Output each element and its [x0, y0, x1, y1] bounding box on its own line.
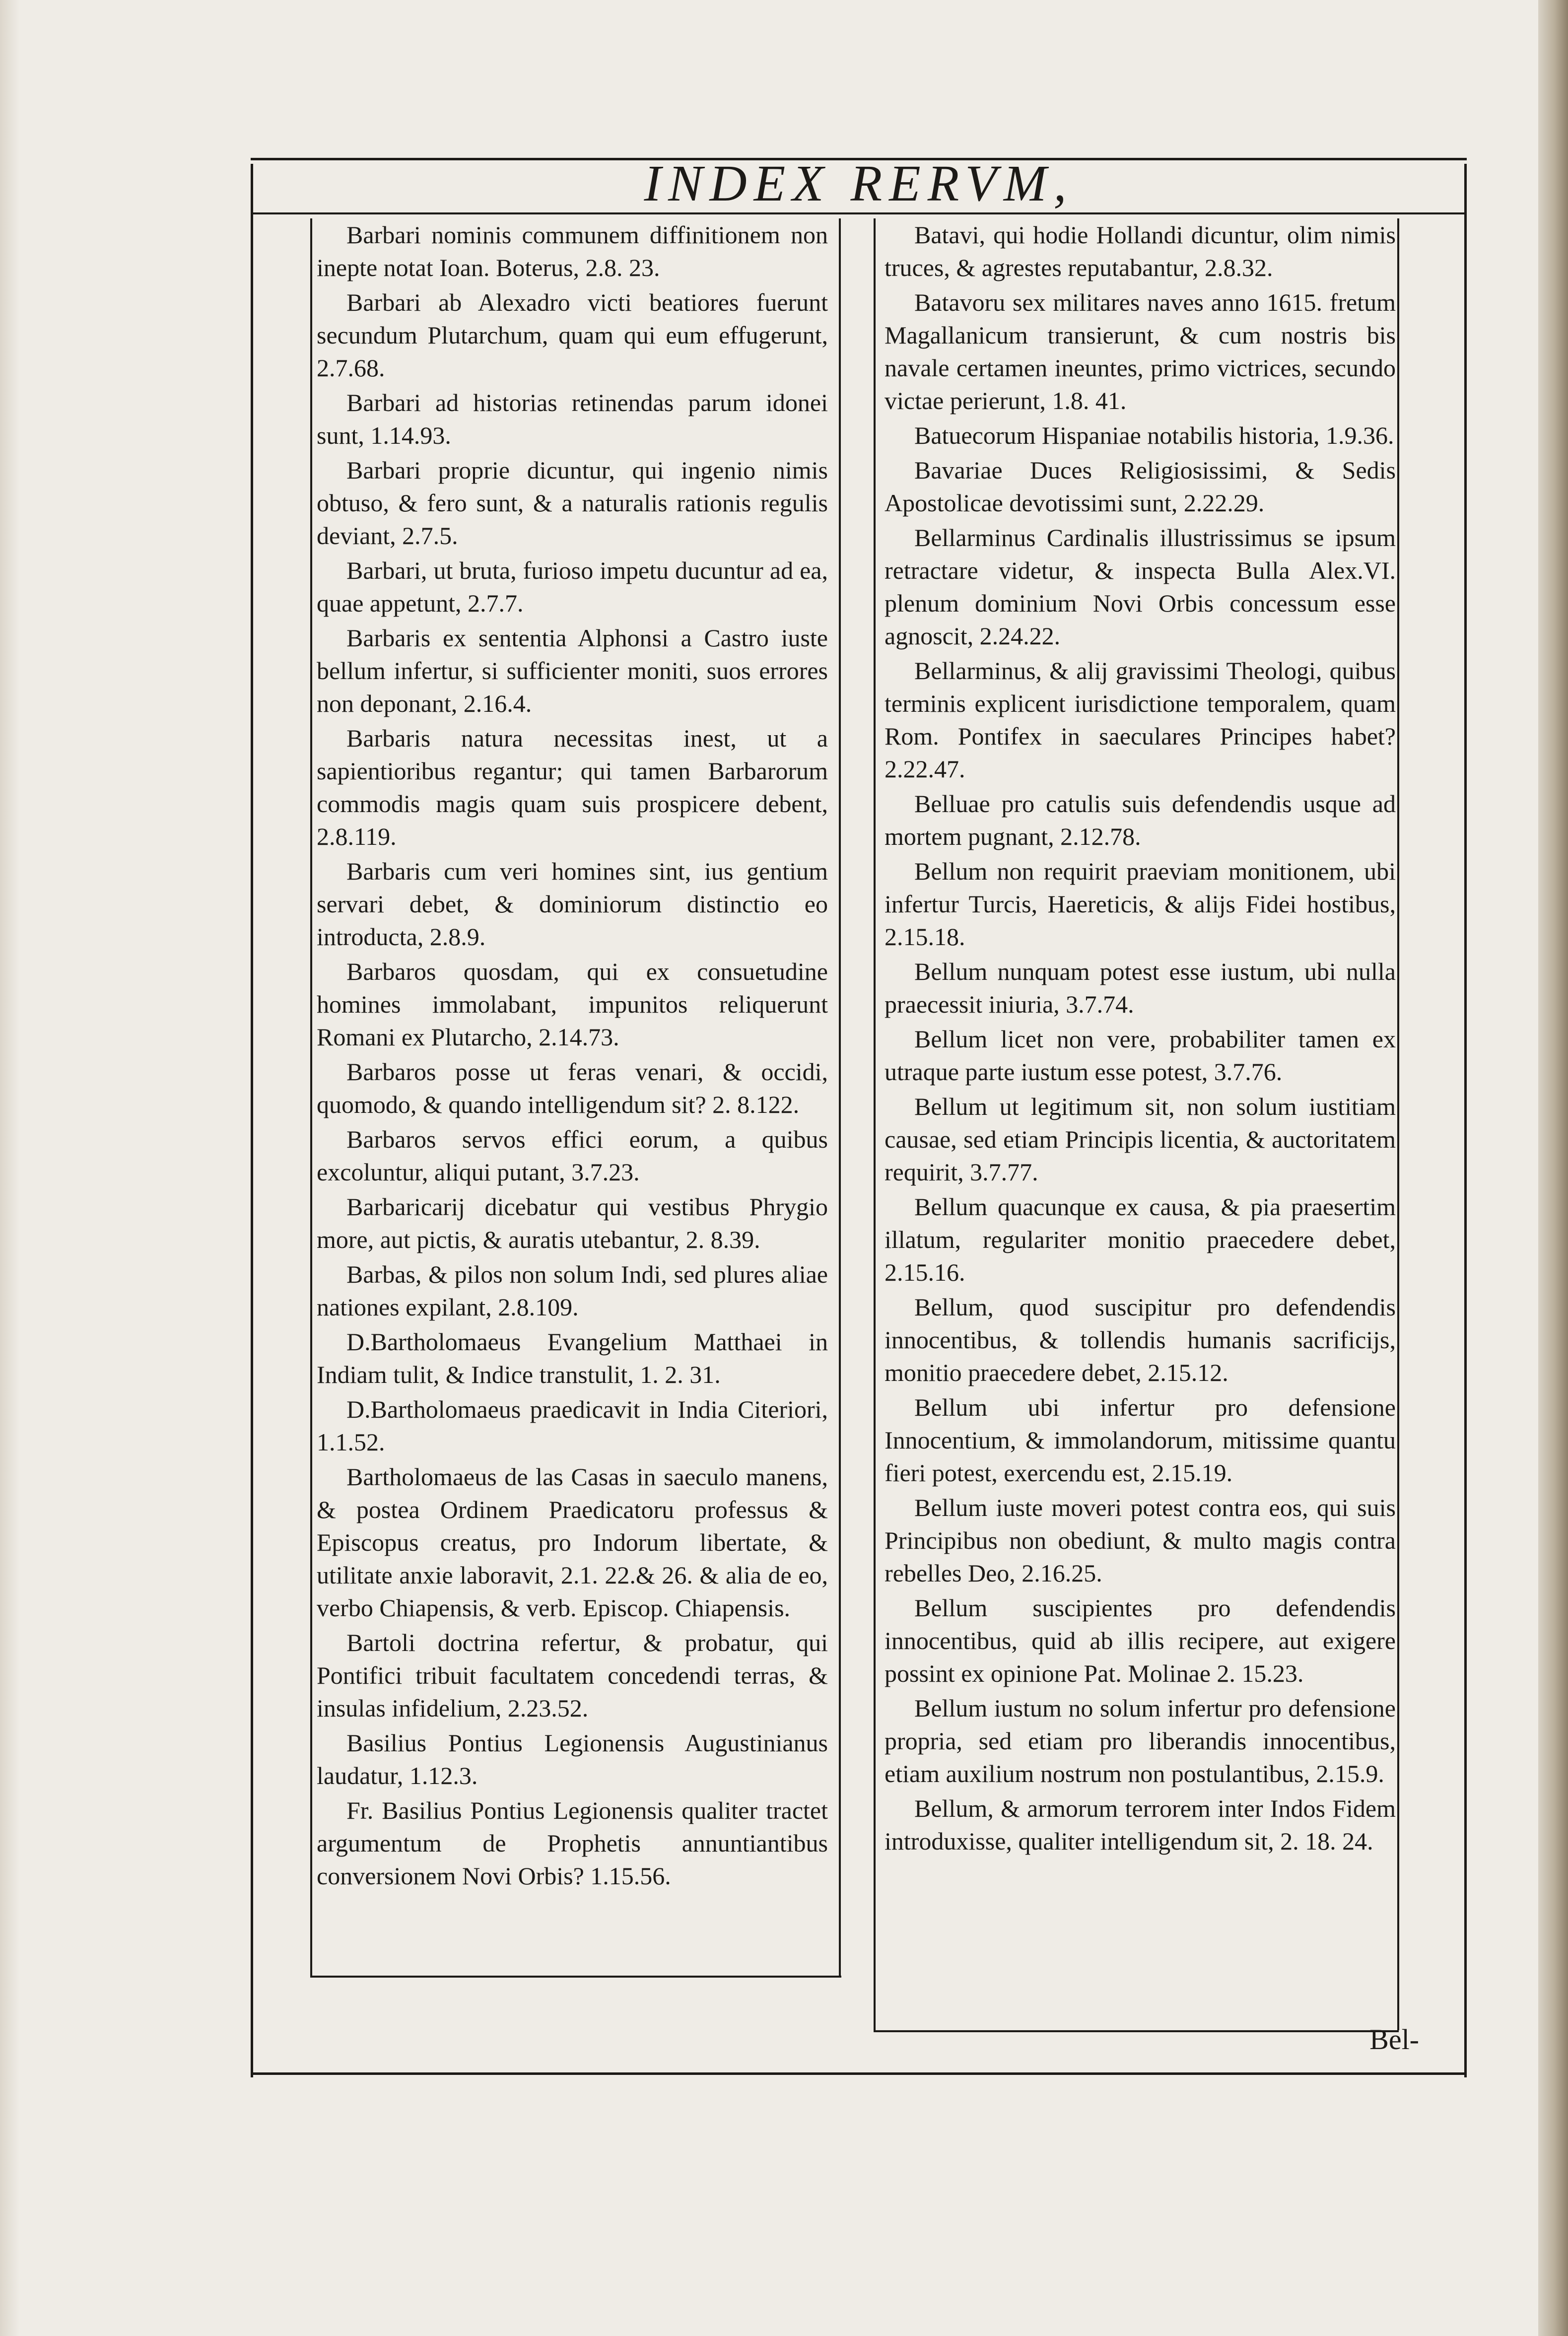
index-entry: Basilius Pontius Legionensis Augustinianus laudatur, 1.12.3.: [317, 1729, 828, 1789]
right-column-bottom-rule: [874, 2030, 1399, 2032]
index-entry: Bellum, & armorum terrorem inter Indos Fidem introduxisse, qualiter intelligendum sit, 2. 18. 24.: [885, 1794, 1396, 1855]
index-entry: Bellarminus Cardinalis illustrissimus se ipsum retractare videtur, & inspecta Bulla Alex.VI. plenum dominium Novi Orbis concessum esse agnoscit, 2.24.22.: [885, 524, 1396, 650]
index-entry: Barbari ab Alexadro victi beatiores fuerunt secundum Plutarchum, quam qui eum effugerunt, 2.7.68.: [317, 288, 828, 382]
catchword: Bel-: [1369, 2023, 1419, 2056]
book-binding: [1538, 0, 1568, 2336]
left-column-bottom-rule: [310, 1976, 841, 1978]
index-entry: Barbaros posse ut feras venari, & occidi, quomodo, & quando intelligendum sit? 2. 8.122.: [317, 1058, 828, 1118]
index-entry: Fr. Basilius Pontius Legionensis qualiter tractet argumentum de Prophetis annuntiantibus conversionem Novi Orbis? 1.15.56.: [317, 1796, 828, 1890]
center-column-divider-left: [839, 218, 841, 1976]
right-column-border: [1397, 218, 1399, 2030]
index-entry: Barbaricarij dicebatur qui vestibus Phrygio more, aut pictis, & auratis utebantur, 2. 8.39.: [317, 1193, 828, 1253]
index-entry: Barbaris natura necessitas inest, ut a sapientioribus regantur; qui tamen Barbarorum commodis magis quam suis prospicere debent, 2.8.119.: [317, 724, 828, 850]
index-entry: Bellum iuste moveri potest contra eos, qui suis Principibus non obediunt, & multo magis contra rebelles Deo, 2.16.25.: [885, 1494, 1396, 1587]
index-entry: Bellum nunquam potest esse iustum, ubi nulla praecessit iniuria, 3.7.74.: [885, 958, 1396, 1018]
index-entry: Bavariae Duces Religiosissimi, & Sedis Apostolicae devotissimi sunt, 2.22.29.: [885, 456, 1396, 517]
index-entry: Bellarminus, & alij gravissimi Theologi, quibus terminis explicent iurisdictione temporalem, quam Rom. Pontifex in saeculares Principes habet? 2.22.47.: [885, 657, 1396, 783]
index-entry: Barbaris cum veri homines sint, ius gentium servari debet, & dominiorum distinctio eo introducta, 2.8.9.: [317, 857, 828, 951]
right-column: [885, 218, 1396, 2025]
page-edge-shadow: [0, 0, 20, 2336]
left-column-border: [310, 218, 312, 1976]
index-entry: Barbas, & pilos non solum Indi, sed plures aliae nationes expilant, 2.8.109.: [317, 1260, 828, 1321]
bottom-rule: [251, 2072, 1467, 2075]
index-entry: Bellum ubi infertur pro defensione Innocentium, & immolandorum, mitissime quantu fieri potest, exercendu est, 2.15.19.: [885, 1393, 1396, 1487]
index-entry: Bellum suscipientes pro defendendis innocentibus, quid ab illis recipere, aut exigere possint ex opinione Pat. Molinae 2. 15.23.: [885, 1594, 1396, 1687]
index-entry: D.Bartholomaeus Evangelium Matthaei in Indiam tulit, & Indice transtulit, 1. 2. 31.: [317, 1328, 828, 1388]
index-entry: Barbaris ex sententia Alphonsi a Castro iuste bellum infertur, si sufficienter moniti, suos errores non deponant, 2.16.4.: [317, 624, 828, 717]
index-entry: Bellum licet non vere, probabiliter tamen ex utraque parte iustum esse potest, 3.7.76.: [885, 1025, 1396, 1086]
index-entry: Belluae pro catulis suis defendendis usque ad mortem pugnant, 2.12.78.: [885, 790, 1396, 850]
index-entry: Bartoli doctrina refertur, & probatur, qui Pontifici tribuit facultatem concedendi terras, & insulas infidelium, 2.23.52.: [317, 1629, 828, 1722]
index-entry: Bellum quacunque ex causa, & pia praesertim illatum, regulariter monitio praecedere debet, 2.15.16.: [885, 1193, 1396, 1286]
index-entry: Batavoru sex militares naves anno 1615. fretum Magallanicum transierunt, & cum nostris bis navale certamen ineuntes, primo victrices, secundo victae perierunt, 1.8. 41.: [885, 288, 1396, 414]
index-entry: Barbaros servos effici eorum, a quibus excoluntur, aliqui putant, 3.7.23.: [317, 1125, 828, 1186]
index-entry: Barbari proprie dicuntur, qui ingenio nimis obtuso, & fero sunt, & a naturalis rationis regulis deviant, 2.7.5.: [317, 456, 828, 550]
index-entry: Bellum, quod suscipitur pro defendendis innocentibus, & tollendis humanis sacrificijs, monitio praecedere debet, 2.15.12.: [885, 1293, 1396, 1386]
index-entry: Barbaros quosdam, qui ex consuetudine homines immolabant, impunitos reliquerunt Romani ex Plutarcho, 2.14.73.: [317, 958, 828, 1051]
index-entry: Bellum ut legitimum sit, non solum iustitiam causae, sed etiam Principis licentia, & auctoritatem requirit, 3.7.77.: [885, 1093, 1396, 1186]
index-entry: Bartholomaeus de las Casas in saeculo manens, & postea Ordinem Praedicatoru professus & Episcopus creatus, pro Indorum libertate, & utilitate anxie laboravit, 2.1. 22.& 26. & alia de eo, verbo Chiapensis, & verb. Episcop. Chiapensis.: [317, 1463, 828, 1622]
index-entry: Bellum iustum no solum infertur pro defensione propria, sed etiam pro liberandis innocentibus, etiam auxilium nostrum non postulantibus, 2.15.9.: [885, 1694, 1396, 1787]
page-title: INDEX RERVM,: [644, 155, 1074, 212]
index-entry: Barbari, ut bruta, furioso impetu ducuntur ad ea, quae appetunt, 2.7.7.: [317, 556, 828, 617]
center-column-divider-right: [874, 218, 876, 2030]
index-entry: Barbari nominis communem diffinitionem non inepte notat Ioan. Boterus, 2.8. 23.: [317, 221, 828, 281]
index-entry: Batavi, qui hodie Hollandi dicuntur, olim nimis truces, & agrestes reputabantur, 2.8.32.: [885, 221, 1396, 281]
index-entry: Batuecorum Hispaniae notabilis historia, 1.9.36.: [914, 421, 1394, 449]
index-entry: D.Bartholomaeus praedicavit in India Citeriori, 1.1.52.: [317, 1395, 828, 1456]
index-entry: Bellum non requirit praeviam monitionem, ubi infertur Turcis, Haereticis, & alijs Fidei hostibus, 2.15.18.: [885, 857, 1396, 951]
index-entry: Barbari ad historias retinendas parum idonei sunt, 1.14.93.: [317, 389, 828, 449]
left-column: [317, 218, 828, 1966]
